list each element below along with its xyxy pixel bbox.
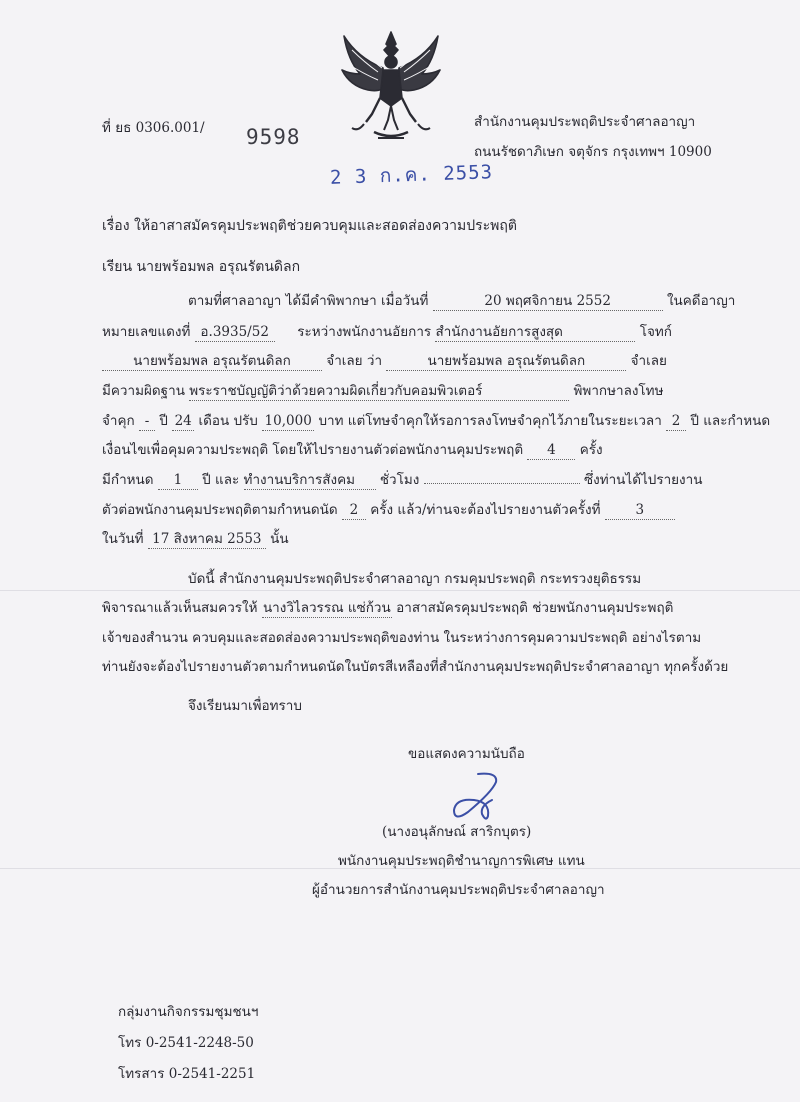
text: พิจารณาแล้วเห็นสมควรให้ (102, 600, 258, 616)
para1-line6 (102, 441, 603, 460)
para1-line1 (188, 292, 735, 311)
text: ในวันที่ (102, 531, 144, 547)
offense: พระราชบัญญัติว่าด้วยความผิดเกี่ยวกับคอมพิวเตอร์ (189, 382, 569, 401)
text: ปี และ (202, 472, 240, 488)
text: ครั้ง แล้ว/ท่านจะต้องไปรายงานตัวครั้งที่ (370, 502, 601, 518)
service-hours (424, 483, 580, 484)
case-number: อ.3935/52 (195, 323, 275, 342)
para2-line2 (102, 599, 673, 618)
document-number: 9598 (246, 125, 301, 149)
text: นั้น (270, 531, 289, 547)
text: เดือน ปรับ (198, 413, 258, 429)
signatory-position: พนักงานคุมประพฤติชำนาญการพิเศษ แทน (338, 853, 585, 869)
text: พิพากษาลงโทษ (573, 383, 664, 399)
salutation: เรียน นายพร้อมพล อรุณรัตนดิลก (102, 259, 301, 275)
text: โจทก์ (639, 324, 672, 340)
para1-line3 (102, 352, 667, 371)
text: ตามที่ศาลอาญา ได้มีคำพิพากษา เมื่อวันที่ (188, 293, 429, 309)
para1-line8 (102, 501, 675, 520)
sentence-months: 24 (172, 412, 194, 431)
next-report-date: 17 สิงหาคม 2553 (148, 530, 266, 549)
text: ปี (159, 413, 168, 429)
volunteer-name: นางวิไลวรรณ แซ่ก้วน (262, 600, 391, 616)
judgment-date: 20 พฤศจิกายน 2552 (433, 292, 663, 311)
report-times: 4 (527, 441, 575, 460)
sentence-years: - (139, 412, 155, 431)
text: ครั้ง (579, 442, 603, 458)
text: เงื่อนไขเพื่อคุมความประพฤติ โดยให้ไปรายงานตัวต่อพนักงานคุมประพฤติ (102, 442, 524, 458)
reported-times: 2 (342, 501, 366, 520)
footer-phone: โทร 0-2541-2248-50 (118, 1035, 254, 1051)
community-service: ทำงานบริการสังคม (244, 471, 376, 490)
text: จำเลย ว่า (326, 353, 383, 369)
text: ตัวต่อพนักงานคุมประพฤติตามกำหนดนัด (102, 502, 338, 518)
para1-line7 (102, 471, 702, 490)
office-address: ถนนรัชดาภิเษก จตุจักร กรุงเทพฯ 10900 (474, 144, 712, 160)
para2-line4: ท่านยังจะต้องไปรายงานตัวตามกำหนดนัดในบัตรสีเหลืองที่สำนักงานคุมประพฤติประจำศาลอาญา ทุกครั้งด้วย (102, 659, 729, 675)
defendant-name: นายพร้อมพล อรุณรัตนดิลก (102, 352, 322, 371)
text: อาสาสมัครคุมประพฤติ ช่วยพนักงานคุมประพฤติ (396, 600, 674, 616)
text: หมายเลขแดงที่ (102, 324, 191, 340)
text: บาท แต่โทษจำคุกให้รอการลงโทษจำคุกไว้ภายในระยะเวลา (318, 413, 662, 429)
para2-line3: เจ้าของสำนวน ควบคุมและสอดส่องความประพฤติของท่าน ในระหว่างการคุมความประพฤติ อย่างไรตาม (102, 630, 702, 646)
plaintiff: สำนักงานอัยการสูงสุด (435, 323, 635, 342)
reference-number: ที่ ยธ 0306.001/ (102, 120, 205, 136)
text: ชั่วโมง (379, 472, 420, 488)
signatory-title: ผู้อำนวยการสำนักงานคุมประพฤติประจำศาลอาญา (312, 882, 605, 898)
text: จำเลย (630, 353, 667, 369)
text: ในคดีอาญา (666, 293, 736, 309)
suspension-years: 2 (666, 412, 686, 431)
footer-fax: โทรสาร 0-2541-2251 (118, 1066, 256, 1082)
para1-line2 (102, 323, 672, 342)
text: จำคุก (102, 413, 135, 429)
para1-line4 (102, 382, 663, 401)
garuda-emblem-icon (338, 28, 444, 144)
next-report-number: 3 (605, 501, 675, 520)
fine-amount: 10,000 (262, 412, 314, 431)
para1-line5 (102, 412, 770, 431)
para1-line9 (102, 530, 289, 549)
signature-icon (448, 770, 510, 822)
text: ซึ่งท่านได้ไปรายงาน (583, 472, 703, 488)
received-date-stamp: 2 3 ก.ค. 2553 (329, 161, 494, 189)
regards: ขอแสดงความนับถือ (408, 746, 525, 762)
text: มีความผิดฐาน (102, 383, 185, 399)
defendant-name-2: นายพร้อมพล อรุณรัตนดิลก (386, 352, 626, 371)
signatory-name: (นางอนุลักษณ์ สาริกบุตร) (382, 824, 532, 840)
closing-request: จึงเรียนมาเพื่อทราบ (188, 698, 302, 714)
probation-period: 1 (158, 471, 198, 490)
para2-line1: บัดนี้ สำนักงานคุมประพฤติประจำศาลอาญา กรมคุมประพฤติ กระทรวงยุติธรรม (188, 571, 642, 587)
footer-department: กลุ่มงานกิจกรรมชุมชนฯ (118, 1004, 259, 1020)
text: มีกำหนด (102, 472, 154, 488)
text: ปี และกำหนด (690, 413, 771, 429)
fold-line (0, 590, 800, 591)
office-name: สำนักงานคุมประพฤติประจำศาลอาญา (474, 114, 696, 130)
text: ระหว่างพนักงานอัยการ (297, 324, 432, 340)
subject: เรื่อง ให้อาสาสมัครคุมประพฤติช่วยควบคุมและสอดส่องความประพฤติ (102, 218, 517, 234)
